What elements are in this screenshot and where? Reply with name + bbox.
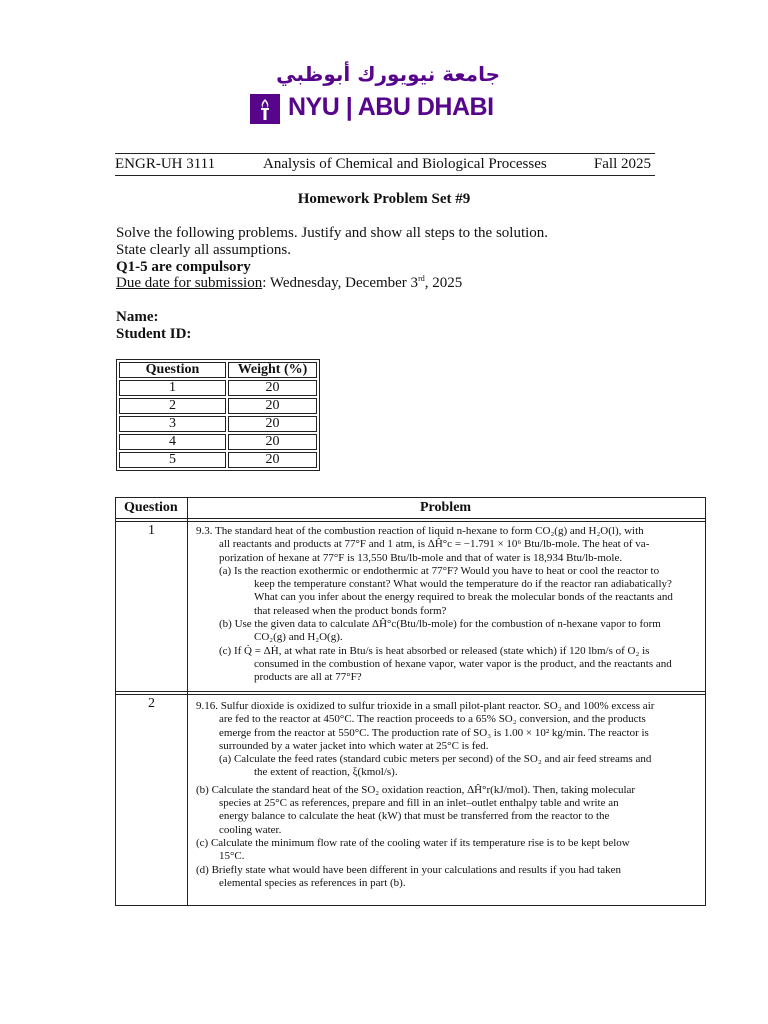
problem-line: What can you infer about the energy required to break the molecular bonds of the reactants and	[254, 591, 673, 604]
problem-line: cooling water.	[219, 823, 282, 836]
problem-line: CO₂(g) and H₂O(g).	[254, 631, 343, 644]
problems-header-problem: Problem	[420, 500, 472, 515]
logo-arabic-text: جامعة نيويورك أبوظبي	[276, 62, 500, 86]
student-id-label: Student ID:	[116, 326, 192, 342]
header-bottom-rule	[115, 175, 655, 176]
due-date-year: , 2025	[424, 275, 463, 291]
weights-header-row	[119, 362, 317, 378]
row-divider	[116, 691, 705, 692]
problem-line: porization of hexane at 77°F is 13,550 Btu/lb-mole and that of water is 18,934 Btu/lb-mole.	[219, 551, 623, 564]
problem-line: (d) Briefly state what would have been different in your calculations and results if you had taken	[196, 863, 621, 876]
row-divider-double	[116, 694, 705, 695]
problem-line: (a) Is the reaction exothermic or endothermic at 77°F? Would you have to heat or cool the reactor to	[219, 564, 660, 577]
nyu-abu-dhabi-logo	[250, 62, 500, 128]
problem-line: keep the temperature constant? What would the temperature do if the reactor ran adiabatically?	[254, 578, 672, 591]
weight-cell: 20	[228, 452, 317, 468]
table-row	[119, 416, 317, 432]
problem-line: (b) Calculate the standard heat of the SO₂ oxidation reaction, ΔĤ°r(kJ/mol). Then, taking molecular	[196, 783, 636, 796]
weights-table	[116, 359, 320, 471]
page-title: Homework Problem Set #9	[297, 191, 471, 207]
column-divider	[187, 498, 188, 905]
problem-line: are fed to the reactor at 450°C. The reaction proceeds to a 65% SO₂ conversion, and the products	[219, 713, 646, 726]
problem-line: surrounded by a water jacket into which water at 25°C is fed.	[219, 739, 489, 752]
problem-line: (c) If Q̇ = ΔḢ, at what rate in Btu/s is heat absorbed or released (state which) if 120 lbm/s of O₂ is	[219, 644, 650, 657]
due-date-suffix: rd	[418, 274, 425, 283]
name-label: Name:	[116, 309, 159, 325]
problem-line: emerge from the reactor at 550°C. The production rate of SO₃ is 1.00 × 10² kg/min. The reactor is	[219, 726, 649, 739]
weight-cell: 20	[228, 398, 317, 414]
problem-line: the extent of reaction, ξ(kmol/s).	[254, 766, 398, 779]
due-date-label: Due date for submission	[116, 275, 263, 291]
weight-cell: 20	[228, 380, 317, 396]
problem-line: species at 25°C as references, prepare and fill in an inlet–outlet enthalpy table and write an	[219, 797, 619, 810]
table-row	[119, 452, 317, 468]
torch-icon	[250, 94, 280, 124]
due-date-value: : Wednesday, December 3	[262, 275, 419, 291]
problem-line: (b) Use the given data to calculate ΔĤ°c(Btu/lb-mole) for the combustion of n-hexane vapor to form	[219, 618, 661, 631]
problem-line: 15°C.	[219, 850, 245, 863]
problem-line: that released when the product bonds form?	[254, 604, 447, 617]
weights-header-weight: Weight (%)	[228, 362, 317, 378]
table-row	[119, 398, 317, 414]
course-term: Fall 2025	[593, 156, 651, 172]
question-cell: 5	[119, 452, 226, 468]
instruction-line-2: State clearly all assumptions.	[116, 242, 291, 258]
problem-1-text	[196, 525, 673, 685]
weight-cell: 20	[228, 434, 317, 450]
problem-line: 9.3. The standard heat of the combustion reaction of liquid n-hexane to form CO₂(g) and H₂O(l), with	[196, 525, 644, 537]
problem-line: all reactants and products at 77°F and 1 atm, is ΔĤ°c = −1.791 × 10⁶ Btu/lb-mole. The heat of va-	[219, 538, 650, 551]
compulsory-note: Q1-5 are compulsory	[116, 259, 251, 275]
instruction-line-1: Solve the following problems. Justify and show all steps to the solution.	[116, 225, 549, 241]
problem-line: energy balance to calculate the heat (kW) that must be transferred from the reactor to the	[219, 810, 610, 823]
problem-2-text	[196, 700, 654, 890]
course-title: Analysis of Chemical and Biological Processes	[263, 156, 547, 172]
header-divider	[116, 518, 705, 519]
course-code: ENGR-UH 3111	[115, 156, 216, 172]
problem-line: 9.16. Sulfur dioxide is oxidized to sulfur trioxide in a small pilot-plant reactor. SO₂ and 100% excess air	[196, 700, 655, 712]
header-top-rule	[115, 153, 655, 154]
problem-1-number: 1	[148, 523, 155, 538]
header-divider-double	[116, 521, 705, 522]
problem-line: (a) Calculate the feed rates (standard cubic meters per second) of the SO₂ and air feed streams and	[219, 753, 652, 766]
problems-header-question: Question	[124, 500, 178, 515]
table-row	[119, 380, 317, 396]
question-cell: 1	[119, 380, 226, 396]
problem-line: consumed in the combustion of hexane vapor, water vapor is the product, and the reactants and	[254, 657, 672, 670]
weights-header-question: Question	[119, 362, 226, 378]
question-cell: 3	[119, 416, 226, 432]
problem-line: products are all at 77°F?	[254, 671, 362, 684]
due-date	[116, 275, 462, 292]
problems-table	[115, 497, 706, 906]
question-cell: 2	[119, 398, 226, 414]
table-row	[119, 434, 317, 450]
weight-cell: 20	[228, 416, 317, 432]
problem-line: elemental species as references in part (b).	[219, 876, 406, 889]
logo-brand-text: NYU | ABU DHABI	[288, 93, 494, 121]
problem-2-number: 2	[148, 696, 155, 711]
problem-line: (c) Calculate the minimum flow rate of the cooling water if its temperature rise is to be kept below	[196, 836, 630, 849]
question-cell: 4	[119, 434, 226, 450]
